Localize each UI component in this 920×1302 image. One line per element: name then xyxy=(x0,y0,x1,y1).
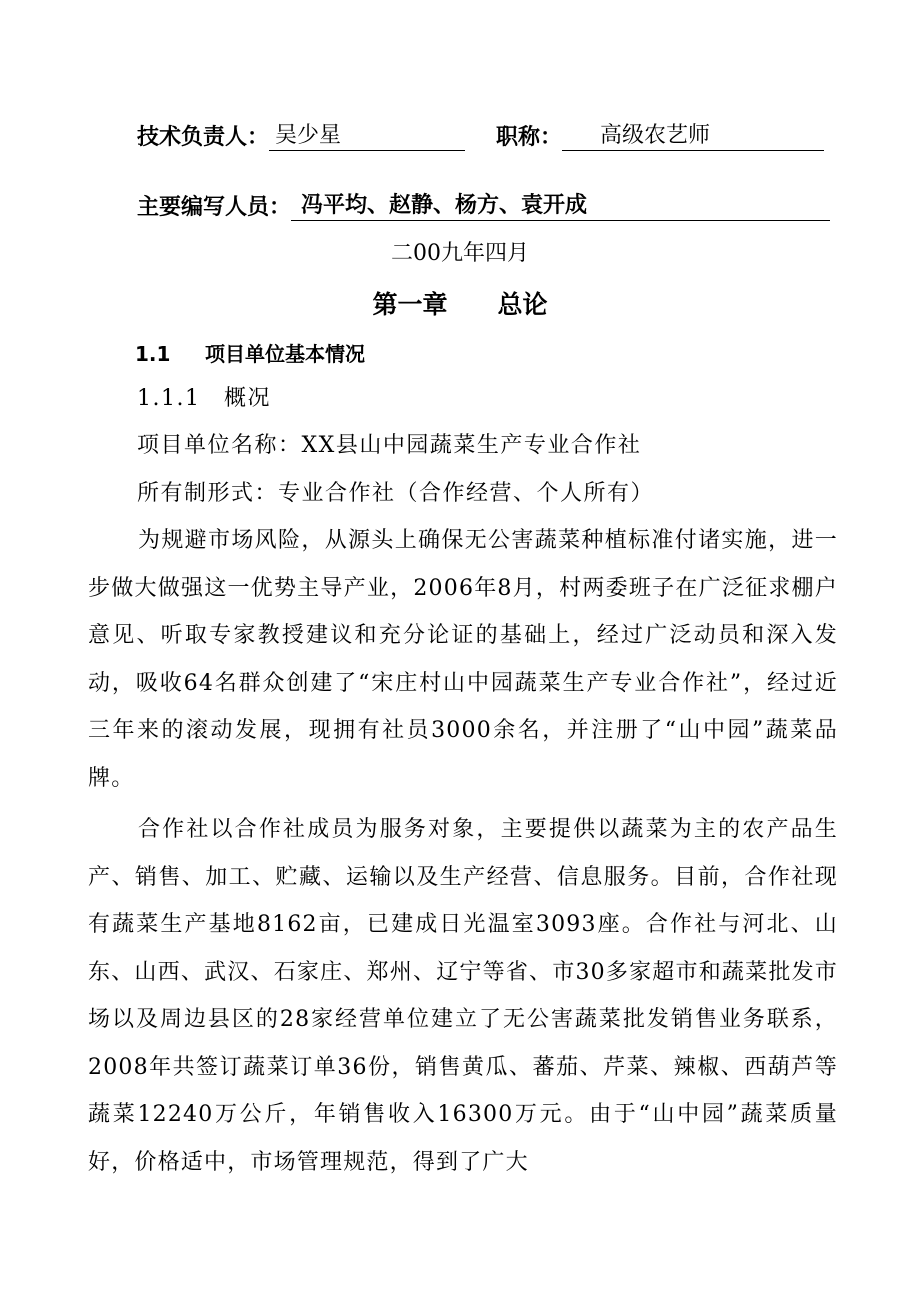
tech-lead-row xyxy=(137,120,465,151)
writers-row xyxy=(137,190,830,221)
writers-label: 主要编写人员： xyxy=(137,195,292,220)
section-number: 1.1 xyxy=(135,342,171,366)
section-title: 项目单位基本情况 xyxy=(205,342,365,366)
chapter-title: 总论 xyxy=(497,290,548,319)
document-date: 二00九年四月 xyxy=(391,241,529,266)
tech-lead-label: 技术负责人： xyxy=(137,125,270,150)
job-title-row xyxy=(496,120,824,151)
job-title-label: 职称： xyxy=(496,125,563,150)
subsection-heading: 1.1.1 概况 xyxy=(137,386,271,411)
chapter-number: 第一章 xyxy=(372,290,448,319)
job-title-value: 高级农艺师 xyxy=(562,122,824,151)
ownership-line: 所有制形式：专业合作社（合作经营、个人所有） xyxy=(137,481,655,506)
body-paragraph-1: 为规避市场风险，从源头上确保无公害蔬菜种植标准付诸实施，进一步做大做强这一优势主导产业，2006年8月，村两委班子在广泛征求棚户意见、听取专家教授建议和充分论证的基础上，经过广泛动员和深入发动，吸收64名群众创建了“宋庄村山中园蔬菜生产专业合作社”，经过近三年来的滚动发展，现拥有社员3000余名，并注册了“山中园”蔬菜品牌。 xyxy=(88,528,838,791)
writers-value: 冯平均、赵静、杨方、袁开成 xyxy=(291,192,830,221)
section-heading xyxy=(135,338,365,367)
body-paragraph-2: 合作社以合作社成员为服务对象，主要提供以蔬菜为主的农产品生产、销售、加工、贮藏、运输以及生产经营、信息服务。目前，合作社现有蔬菜生产基地8162亩，已建成日光温室3093座。合作社与河北、山东、山西、武汉、石家庄、郑州、辽宁等省、市30多家超市和蔬菜批发市场以及周边县区的28家经营单位建立了无公害蔬菜批发销售业务联系，2008年共签订蔬菜订单36份，销售黄瓜、蕃茄、芹菜、辣椒、西葫芦等蔬菜12240万公斤，年销售收入16300万元。由于“山中园”蔬菜质量好，价格适中，市场管理规范，得到了广大 xyxy=(88,817,838,1175)
chapter-heading xyxy=(0,285,920,321)
org-name-line: 项目单位名称：XX县山中园蔬菜生产专业合作社 xyxy=(137,433,642,458)
tech-lead-value: 吴少星 xyxy=(269,122,465,151)
